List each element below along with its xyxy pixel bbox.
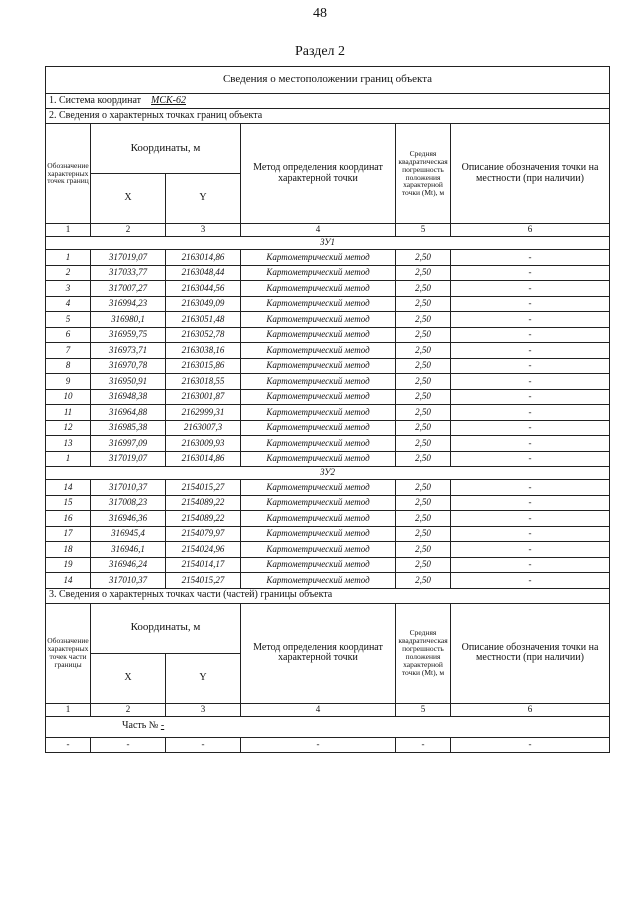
description-cell: - (451, 557, 610, 573)
y-cell: 2163052,78 (166, 327, 241, 343)
x-cell: 316994,23 (91, 296, 166, 312)
accuracy-cell: 2,50 (396, 557, 451, 573)
x-cell: 317010,37 (91, 480, 166, 496)
point-number-cell: 13 (46, 436, 91, 452)
method-cell: Картометрический метод (241, 557, 396, 573)
x-cell: 316946,36 (91, 511, 166, 527)
method-cell: Картометрический метод (241, 511, 396, 527)
header2-point-name: Обозначение характерных точек части границы (46, 603, 91, 703)
method-cell: Картометрический метод (241, 358, 396, 374)
part-value: - (160, 720, 165, 732)
table-row (46, 389, 610, 405)
col-number: 4 (241, 703, 396, 716)
table-row (46, 542, 610, 558)
part-row (46, 716, 610, 737)
header2-coords: Координаты, м (91, 603, 241, 653)
column-numbers-row-2 (46, 703, 610, 716)
point-number-cell: 12 (46, 420, 91, 436)
col-number: 3 (166, 703, 241, 716)
y-cell: 2163044,56 (166, 281, 241, 297)
y-cell: 2163014,86 (166, 250, 241, 266)
group-row (46, 237, 610, 250)
description-cell: - (451, 436, 610, 452)
accuracy-cell: 2,50 (396, 265, 451, 281)
table-row (46, 511, 610, 527)
table-row (46, 451, 610, 467)
header2-y: Y (166, 653, 241, 703)
method-cell: Картометрический метод (241, 495, 396, 511)
header-description: Описание обозначения точки на местности (при наличии) (451, 124, 610, 224)
x-cell: 316980,1 (91, 312, 166, 328)
table-row (46, 420, 610, 436)
method-cell: Картометрический метод (241, 374, 396, 390)
group-name: ЗУ1 (46, 237, 610, 250)
y-cell: 2154089,22 (166, 495, 241, 511)
y-cell: 2163051,48 (166, 312, 241, 328)
y-cell: 2163049,09 (166, 296, 241, 312)
y-cell: 2154014,17 (166, 557, 241, 573)
method-cell: Картометрический метод (241, 312, 396, 328)
x-cell: 317019,07 (91, 451, 166, 467)
accuracy-cell: 2,50 (396, 495, 451, 511)
method-cell: Картометрический метод (241, 526, 396, 542)
x-cell: 316950,91 (91, 374, 166, 390)
table-row (46, 296, 610, 312)
table-row (46, 343, 610, 359)
method-cell: Картометрический метод (241, 327, 396, 343)
x-cell: 316946,1 (91, 542, 166, 558)
empty-part-row (46, 737, 610, 753)
point-number-cell: 6 (46, 327, 91, 343)
accuracy-cell: 2,50 (396, 451, 451, 467)
description-cell: - (451, 405, 610, 421)
method-cell: Картометрический метод (241, 405, 396, 421)
table-row (46, 495, 610, 511)
y-cell: 2163001,87 (166, 389, 241, 405)
x-cell: 317033,77 (91, 265, 166, 281)
col-number: 5 (396, 224, 451, 237)
point-number-cell: 11 (46, 405, 91, 421)
description-cell: - (451, 480, 610, 496)
parts-label: 3. Сведения о характерных точках части (частей) границы объекта (46, 588, 610, 603)
point-number-cell: 3 (46, 281, 91, 297)
table-row (46, 436, 610, 452)
accuracy-cell: 2,50 (396, 281, 451, 297)
y-cell: 2163014,86 (166, 451, 241, 467)
accuracy-cell: 2,50 (396, 296, 451, 312)
x-cell: 316970,78 (91, 358, 166, 374)
empty-cell: - (91, 737, 166, 753)
description-cell: - (451, 526, 610, 542)
group-row (46, 467, 610, 480)
table-row (46, 480, 610, 496)
accuracy-cell: 2,50 (396, 358, 451, 374)
point-number-cell: 15 (46, 495, 91, 511)
header-method: Метод определения координат характерной точки (241, 124, 396, 224)
section-title: Раздел 2 (294, 44, 346, 59)
x-cell: 316959,75 (91, 327, 166, 343)
empty-cell: - (451, 737, 610, 753)
description-cell: - (451, 511, 610, 527)
col-number: 2 (91, 703, 166, 716)
y-cell: 2163038,16 (166, 343, 241, 359)
description-cell: - (451, 451, 610, 467)
col-number: 6 (451, 224, 610, 237)
method-cell: Картометрический метод (241, 451, 396, 467)
table-row (46, 327, 610, 343)
y-cell: 2163048,44 (166, 265, 241, 281)
point-number-cell: 1 (46, 451, 91, 467)
header2-x: X (91, 653, 166, 703)
x-cell: 316964,88 (91, 405, 166, 421)
table-row (46, 573, 610, 589)
y-cell: 2154015,27 (166, 480, 241, 496)
system-value: МСК-62 (151, 94, 187, 106)
accuracy-cell: 2,50 (396, 312, 451, 328)
method-cell: Картометрический метод (241, 343, 396, 359)
x-cell: 317007,27 (91, 281, 166, 297)
accuracy-cell: 2,50 (396, 389, 451, 405)
accuracy-cell: 2,50 (396, 250, 451, 266)
x-cell: 316945,4 (91, 526, 166, 542)
x-cell: 316973,71 (91, 343, 166, 359)
description-cell: - (451, 265, 610, 281)
method-cell: Картометрический метод (241, 480, 396, 496)
accuracy-cell: 2,50 (396, 405, 451, 421)
method-cell: Картометрический метод (241, 296, 396, 312)
description-cell: - (451, 327, 610, 343)
table-row (46, 250, 610, 266)
point-number-cell: 2 (46, 265, 91, 281)
point-number-cell: 9 (46, 374, 91, 390)
table-row (46, 312, 610, 328)
empty-cell: - (46, 737, 91, 753)
page-number: 48 (313, 6, 327, 21)
table-title: Сведения о местоположении границ объекта (46, 67, 610, 94)
y-cell: 2154079,97 (166, 526, 241, 542)
y-cell: 2163015,86 (166, 358, 241, 374)
description-cell: - (451, 495, 610, 511)
accuracy-cell: 2,50 (396, 343, 451, 359)
x-cell: 316948,38 (91, 389, 166, 405)
y-cell: 2163009,93 (166, 436, 241, 452)
empty-cell: - (396, 737, 451, 753)
header-coords: Координаты, м (91, 124, 241, 174)
method-cell: Картометрический метод (241, 573, 396, 589)
point-number-cell: 17 (46, 526, 91, 542)
accuracy-cell: 2,50 (396, 374, 451, 390)
col-number: 1 (46, 224, 91, 237)
accuracy-cell: 2,50 (396, 573, 451, 589)
x-cell: 317019,07 (91, 250, 166, 266)
point-number-cell: 14 (46, 573, 91, 589)
y-cell: 2162999,31 (166, 405, 241, 421)
x-cell: 316946,24 (91, 557, 166, 573)
empty-cell: - (241, 737, 396, 753)
header2-description: Описание обозначения точки на местности (при наличии) (451, 603, 610, 703)
accuracy-cell: 2,50 (396, 526, 451, 542)
description-cell: - (451, 296, 610, 312)
description-cell: - (451, 542, 610, 558)
description-cell: - (451, 250, 610, 266)
method-cell: Картометрический метод (241, 250, 396, 266)
point-number-cell: 16 (46, 511, 91, 527)
description-cell: - (451, 389, 610, 405)
x-cell: 316997,09 (91, 436, 166, 452)
description-cell: - (451, 343, 610, 359)
table-row (46, 526, 610, 542)
x-cell: 317010,37 (91, 573, 166, 589)
table-row (46, 358, 610, 374)
point-number-cell: 7 (46, 343, 91, 359)
point-number-cell: 14 (46, 480, 91, 496)
point-number-cell: 5 (46, 312, 91, 328)
empty-cell: - (166, 737, 241, 753)
point-number-cell: 18 (46, 542, 91, 558)
x-cell: 316985,38 (91, 420, 166, 436)
header-x: X (91, 174, 166, 224)
method-cell: Картометрический метод (241, 281, 396, 297)
accuracy-cell: 2,50 (396, 511, 451, 527)
point-number-cell: 8 (46, 358, 91, 374)
description-cell: - (451, 573, 610, 589)
description-cell: - (451, 281, 610, 297)
method-cell: Картометрический метод (241, 265, 396, 281)
system-label: 1. Система координат (49, 94, 142, 106)
table-row (46, 265, 610, 281)
method-cell: Картометрический метод (241, 389, 396, 405)
col-number: 1 (46, 703, 91, 716)
method-cell: Картометрический метод (241, 420, 396, 436)
description-cell: - (451, 358, 610, 374)
point-number-cell: 19 (46, 557, 91, 573)
description-cell: - (451, 420, 610, 436)
col-number: 3 (166, 224, 241, 237)
col-number: 5 (396, 703, 451, 716)
header2-method: Метод определения координат характерной точки (241, 603, 396, 703)
accuracy-cell: 2,50 (396, 420, 451, 436)
header-y: Y (166, 174, 241, 224)
point-number-cell: 1 (46, 250, 91, 266)
description-cell: - (451, 312, 610, 328)
column-numbers-row (46, 224, 610, 237)
table-row (46, 374, 610, 390)
header-point-name: Обозначение характерных точек границ (46, 124, 91, 224)
boundary-table (45, 66, 610, 753)
accuracy-cell: 2,50 (396, 436, 451, 452)
y-cell: 2154015,27 (166, 573, 241, 589)
col-number: 4 (241, 224, 396, 237)
points-label: 2. Сведения о характерных точках границ объекта (46, 109, 610, 124)
method-cell: Картометрический метод (241, 436, 396, 452)
description-cell: - (451, 374, 610, 390)
header2-accuracy: Средняя квадратическая погрешность положения характерной точки (Mt), м (396, 603, 451, 703)
y-cell: 2154024,96 (166, 542, 241, 558)
header-accuracy: Средняя квадратическая погрешность положения характерной точки (Mt), м (396, 124, 451, 224)
point-number-cell: 10 (46, 389, 91, 405)
x-cell: 317008,23 (91, 495, 166, 511)
col-number: 2 (91, 224, 166, 237)
group-name: ЗУ2 (46, 467, 610, 480)
y-cell: 2163018,55 (166, 374, 241, 390)
accuracy-cell: 2,50 (396, 542, 451, 558)
table-row (46, 281, 610, 297)
y-cell: 2163007,3 (166, 420, 241, 436)
accuracy-cell: 2,50 (396, 327, 451, 343)
col-number: 6 (451, 703, 610, 716)
method-cell: Картометрический метод (241, 542, 396, 558)
accuracy-cell: 2,50 (396, 480, 451, 496)
point-number-cell: 4 (46, 296, 91, 312)
table-row (46, 405, 610, 421)
coordinate-system (46, 94, 610, 109)
table-row (46, 557, 610, 573)
part-label: Часть № (122, 720, 159, 732)
y-cell: 2154089,22 (166, 511, 241, 527)
